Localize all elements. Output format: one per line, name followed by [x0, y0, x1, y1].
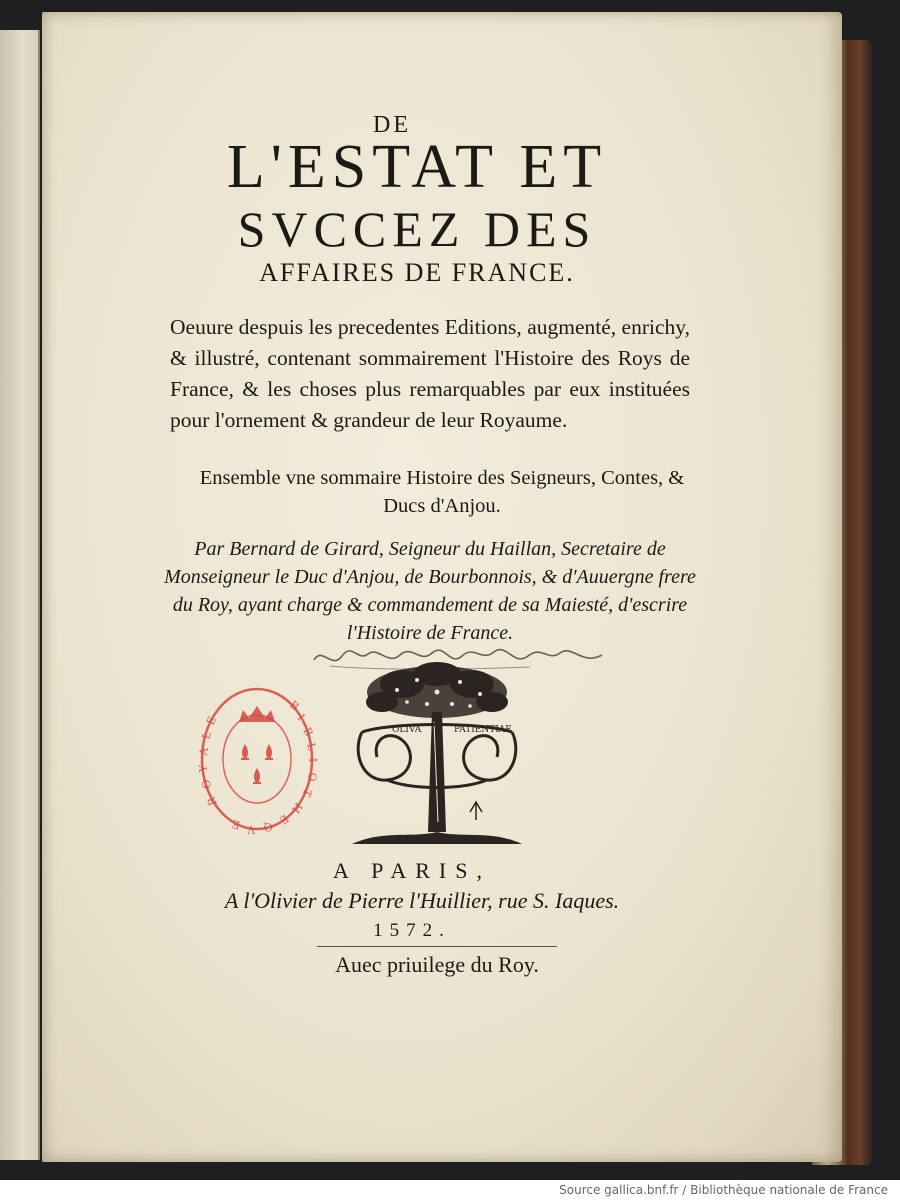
facing-page-edge: [0, 30, 40, 1160]
svg-text:E: E: [276, 811, 292, 827]
svg-text:B: B: [287, 698, 302, 714]
printer-mark-olive-tree: [342, 662, 532, 854]
author-paragraph: Par Bernard de Girard, Seigneur du Haillan, Secretaire de Monseigneur le Duc d'Anjou, de Bourbonnois, & d'Auuergne frere du Roy, ayant charge & commandement de sa Maiesté, d'escrire l'Histoire de France.: [164, 538, 696, 644]
svg-text:Y: Y: [196, 764, 210, 773]
imprint-city: A PARIS,: [332, 858, 491, 883]
imprint-address: A l'Olivier de Pierre l'Huillier, rue S. Iaques.: [224, 888, 620, 913]
svg-text:H: H: [288, 800, 306, 816]
svg-text:L: L: [199, 730, 214, 741]
title-line-3: AFFAIRES DE FRANCE.: [259, 258, 575, 287]
svg-text:E: E: [204, 714, 220, 728]
svg-text:I: I: [294, 711, 308, 724]
svg-text:O: O: [199, 778, 214, 790]
svg-text:PATIENTIAE: PATIENTIAE: [454, 725, 512, 735]
library-stamp: [196, 684, 320, 837]
imprint-year: 1572.: [373, 920, 451, 941]
svg-text:R: R: [204, 795, 220, 808]
ensemble-paragraph: Ensemble vne sommaire Histoire des Seigneurs, Contes, & Ducs d'Anjou.: [199, 467, 685, 517]
title-page: [42, 12, 842, 1162]
svg-text:Q: Q: [261, 819, 275, 835]
svg-text:O: O: [304, 771, 319, 783]
source-credit: Source gallica.bnf.fr / Bibliothèque nationale de France: [559, 1183, 888, 1197]
title-de: DE: [373, 112, 411, 138]
svg-text:L: L: [304, 741, 319, 752]
svg-text:V: V: [246, 823, 256, 837]
source-footer: [0, 1180, 900, 1204]
svg-text:OLIVA: OLIVA: [392, 725, 422, 735]
svg-text:I: I: [306, 757, 320, 763]
svg-text:E: E: [230, 817, 242, 832]
description-paragraph: Oeuure despuis les precedentes Editions, augmenté, enrichy, & illustré, contenant sommairement l'Histoire des Roys de France, & les choses plus remarquables par eux instituées pour l'ornement & grandeur de leur Royaume.: [170, 315, 690, 432]
year-divider: [317, 946, 557, 947]
svg-text:A: A: [197, 747, 211, 757]
svg-text:T: T: [299, 786, 315, 799]
title-line-2: SVCCEZ DES: [237, 201, 597, 257]
title-line-1: L'ESTAT ET: [226, 133, 608, 201]
royal-privilege: Auec priuilege du Roy.: [335, 952, 539, 977]
svg-text:B: B: [300, 725, 316, 739]
